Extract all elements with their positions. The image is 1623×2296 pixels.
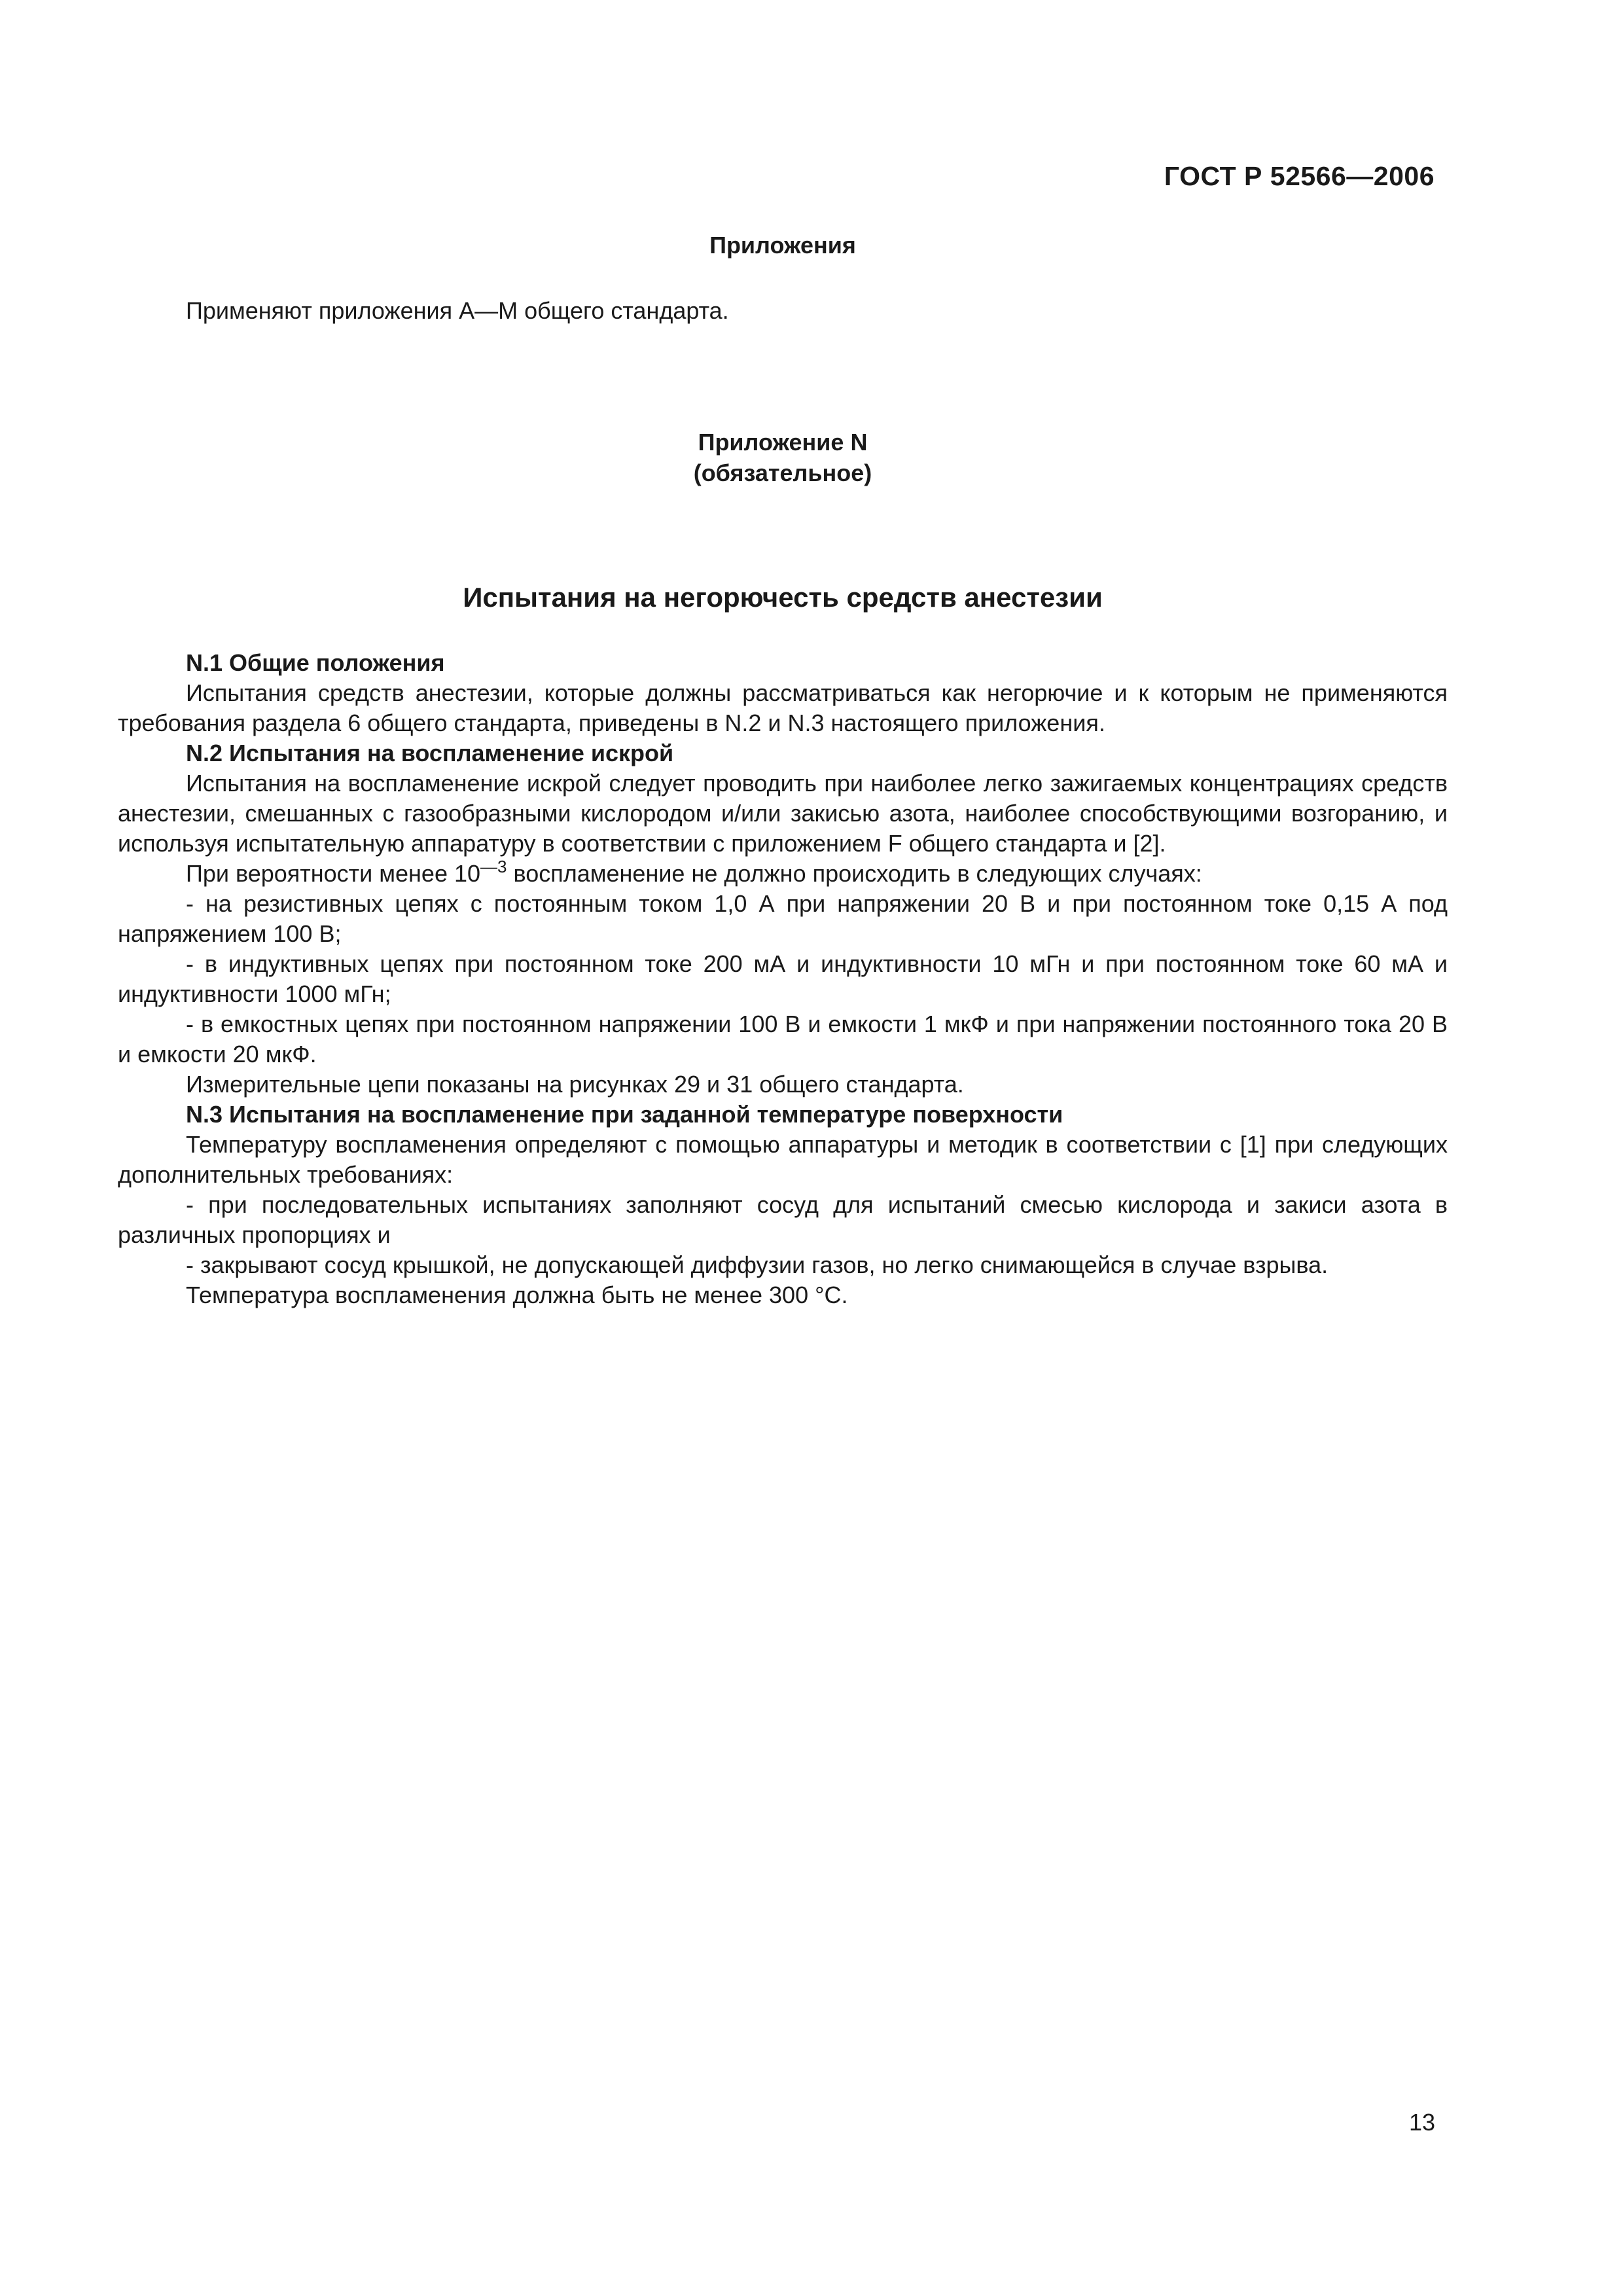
section-n3-list-item-2: - закрывают сосуд крышкой, не допускающей диффузии газов, но легко снимающейся в случае взрыва. <box>186 1251 1329 1278</box>
annex-status: (обязательное) <box>693 459 872 486</box>
probability-text-rest: воспламенение не должно происходить в следующих случаях: <box>507 860 1202 887</box>
section-n3-list-item-1: - при последовательных испытаниях заполняют сосуд для испытаний смесью кислорода и закиси азота в различных пропорциях и <box>118 1191 1448 1248</box>
probability-text: При вероятности менее 10 <box>186 860 481 887</box>
section-n3-paragraph-2: Температура воспламенения должна быть не менее 300 °С. <box>186 1282 848 1308</box>
section-n2-paragraph-1: Испытания на воспламенение искрой следует проводить при наиболее легко зажигаемых концентрациях средств анестезии, смешанных с газообразными кислородом и/или закисью азота, наиболее способствующими возгоранию, и используя испытательную аппаратуру в соответствии с приложением F общего стандарта и [2]. <box>118 770 1448 857</box>
appendices-heading: Приложения <box>709 232 856 259</box>
annex-heading <box>118 427 1448 488</box>
section-n1-heading: N.1 Общие положения <box>186 649 445 676</box>
section-n2-paragraph-3: Измерительные цепи показаны на рисунках 29 и 31 общего стандарта. <box>186 1071 964 1098</box>
annex-body <box>118 648 1448 1310</box>
section-n2-list-item-capacitive: - в емкостных цепях при постоянном напряжении 100 В и емкости 1 мкФ и при напряжении постоянного тока 20 В и емкости 20 мкФ. <box>118 1011 1448 1067</box>
appendices-text: Применяют приложения А—М общего стандарта. <box>186 297 729 324</box>
document-code: ГОСТ Р 52566—2006 <box>1164 161 1435 191</box>
section-n2-paragraph-2 <box>118 859 1448 889</box>
section-n2-heading: N.2 Испытания на воспламенение искрой <box>186 740 674 766</box>
section-n2-list-item-inductive: - в индуктивных цепях при постоянном токе 200 мА и индуктивности 10 мГн и при постоянном токе 60 мА и индуктивности 1000 мГн; <box>118 950 1448 1007</box>
section-n1-paragraph: Испытания средств анестезии, которые должны рассматриваться как негорючие и к которым не применяются требования раздела 6 общего стандарта, приведены в N.2 и N.3 настоящего приложения. <box>118 679 1448 736</box>
probability-exponent: —3 <box>480 857 507 876</box>
annex-label: Приложение N <box>698 429 868 456</box>
section-n2-list-item-resistive: - на резистивных цепях с постоянным током 1,0 А при напряжении 20 В и при постоянном токе 0,15 А под напряжением 100 В; <box>118 890 1448 947</box>
section-n3-heading: N.3 Испытания на воспламенение при заданной температуре поверхности <box>186 1101 1063 1128</box>
section-n3-paragraph-1: Температуру воспламенения определяют с помощью аппаратуры и методик в соответствии с [1] при следующих дополнительных требованиях: <box>118 1131 1448 1188</box>
appendices-text-block <box>118 296 1448 326</box>
annex-title: Испытания на негорючесть средств анестезии <box>463 582 1103 613</box>
page-number: 13 <box>1408 2109 1435 2136</box>
